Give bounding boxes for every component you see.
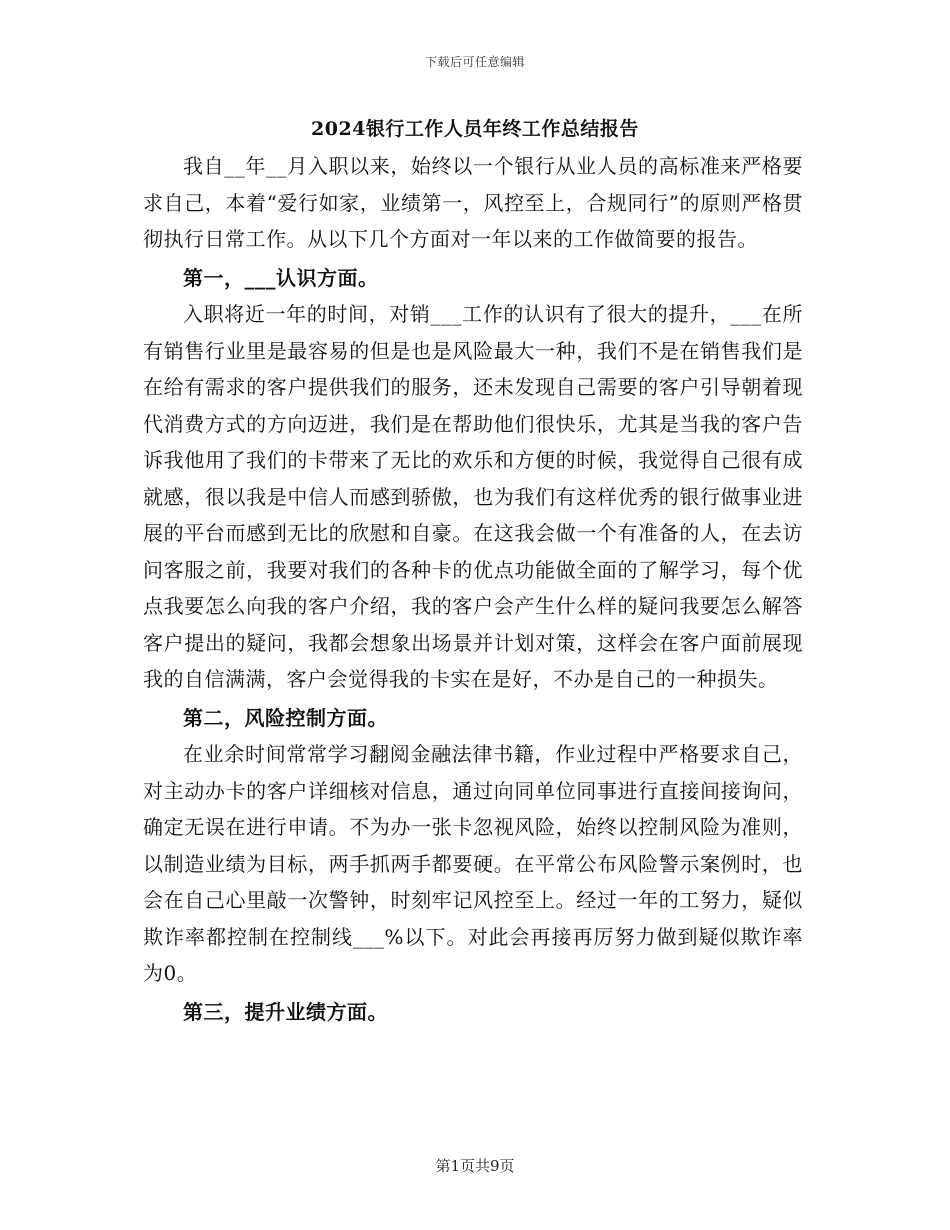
page-header-note: 下载后可任意编辑 <box>424 55 525 69</box>
section-heading-1: 第一，___认识方面。 <box>183 265 379 290</box>
document-body <box>143 148 803 1030</box>
section-heading-2: 第二，风险控制方面。 <box>183 705 388 730</box>
section-heading-3: 第三，提升业绩方面。 <box>183 999 388 1024</box>
document-title: 2024银行工作人员年终工作总结报告 <box>311 118 639 140</box>
page-number: 第1页共9页 <box>435 1157 515 1175</box>
intro-paragraph: 我自__年__月入职以来，始终以一个银行从业人员的高标准来严格要求自己，本着“爱行如家，业绩第一，风控至上，合规同行”的原则严格贯彻执行日常工作。从以下几个方面对一年以来的工作做简要的报告。 <box>143 154 803 251</box>
section-1-paragraph: 入职将近一年的时间，对销___工作的认识有了很大的提升，___在所有销售行业里是最容易的但是也是风险最大一种，我们不是在销售我们是在给有需求的客户提供我们的服务，还未发现自己需要的客户引导朝着现代消费方式的方向迈进，我们是在帮助他们很快乐，尤其是当我的客户告诉我他用了我们的卡带来了无比的欢乐和方便的时候，我觉得自己很有成就感，很以我是中信人而感到骄傲，也为我们有这样优秀的银行做事业进展的平台而感到无比的欣慰和自豪。在这我会做一个有准备的人，在去访问客服之前，我要对我们的各种卡的优点功能做全面的了解学习，每个优点我要怎么向我的客户介绍，我的客户会产生什么样的疑问我要怎么解答客户提出的疑问，我都会想象出场景并计划对策，这样会在客户面前展现我的自信满满，客户会觉得我的卡实在是好，不办是自己的一种损失。 <box>143 302 803 691</box>
section-2-paragraph: 在业余时间常常学习翻阅金融法律书籍，作业过程中严格要求自己，对主动办卡的客户详细核对信息，通过向同单位同事进行直接间接询问，确定无误在进行申请。不为办一张卡忽视风险，始终以控制风险为准则，以制造业绩为目标，两手抓两手都要硬。在平常公布风险警示案例时，也会在自己心里敲一次警钟，时刻牢记风控至上。经过一年的工努力，疑似欺诈率都控制在控制线___%以下。对此会再接再厉努力做到疑似欺诈率为0。 <box>143 742 803 985</box>
